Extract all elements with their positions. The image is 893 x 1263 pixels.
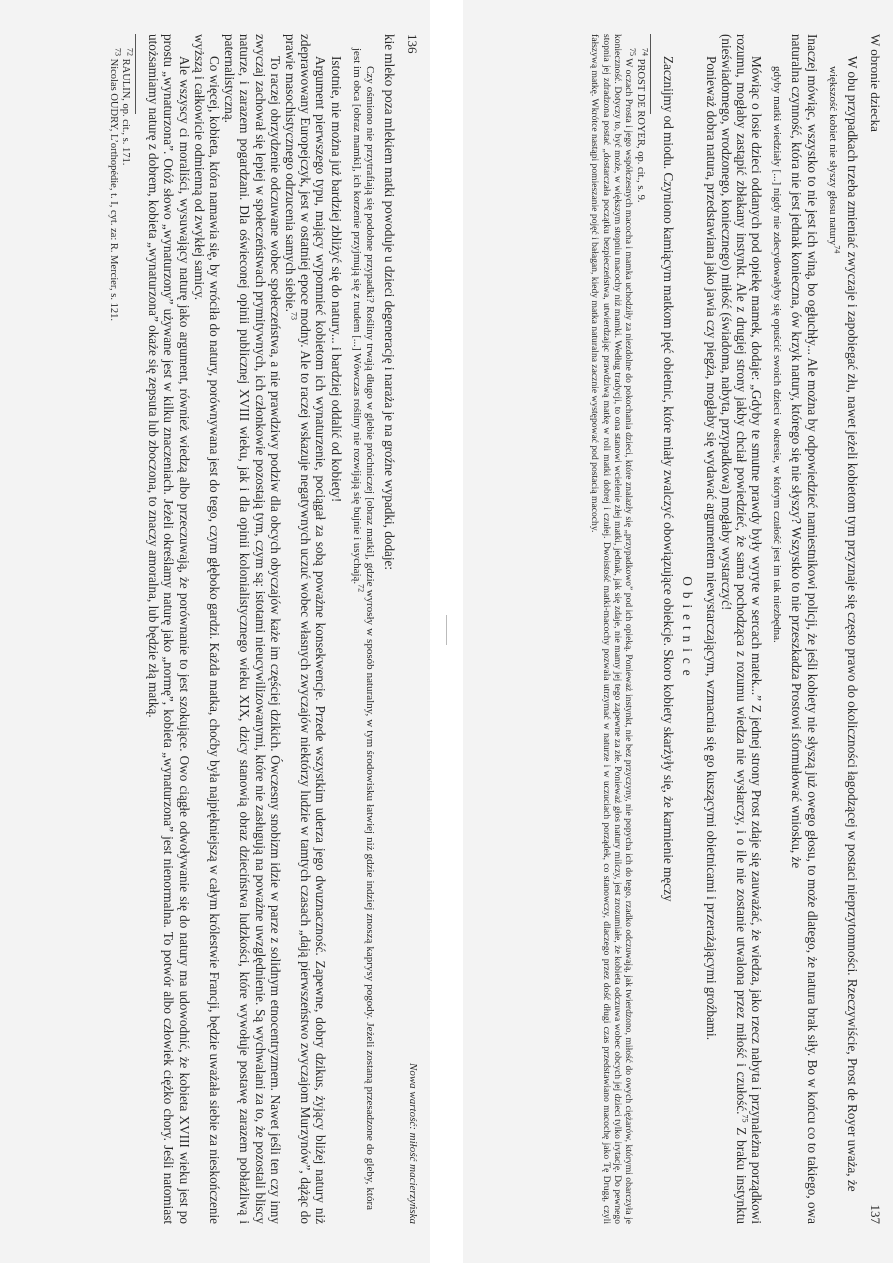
footnote: $^{73}$ Nicolas OUDRY, L’orthopédie, t. I, cyt. za: R. Mercier, s. 121. [107, 48, 123, 321]
left-page-number: 136 [405, 34, 420, 54]
footnote-rule [650, 34, 651, 114]
right-running-title: W obronie dziecka [868, 34, 883, 132]
footnote-ref: 72 [356, 584, 366, 593]
paragraph: Ponieważ dobra natura, przedstawiana jako jawia czy piegża, mogłaby się wydawać argumentem niewystarczającym, wzmacnia się go kuszącymi obietnicami i przerażającymi groźbami. [703, 56, 719, 1041]
left-running-title: Nowa wartość: miłość macierzyńska [407, 1062, 419, 1224]
paragraph: Istotnie, nie można już bardziej zbliżyć się do natury... i bardziej oddalić od kobiety! [328, 56, 344, 503]
paragraph: Argument pierwszego typu, mający wypomnieć kobietom ich wynaturzenie, pociągał za sobą poważne konsekwencje. Przede wszystkim uderza jego dwuznaczność. Zapewne, dobry dzikus, żyjący bliżej natury niż zdeprawowany Europejczyk, jest w ostatniej epoce modny. Ale to raczej wskazuje negatywnych uczuć wobec własnych zwyczajów niektórzy ludzie w tamtych czasach „dają pierwszeństwo zwyczajom Murzynów”, dążąc do prawie masochistycznego odrzucenia samych siebie.$^{73}$ [282, 34, 329, 1224]
footnote: $^{74}$ PROST DE ROYER, op. cit., s. 9. [634, 48, 650, 203]
right-page-number: 137 [868, 1204, 883, 1224]
gutter-divider [446, 615, 447, 645]
paragraph: W obu przypadkach trzeba zmieniać zwyczaje i zapobiegać złu, nawet jeżeli kobietom tym przyznaje się często prawo do okoliczności łagodzącej w postaci nieprzytomności. Rzeczywiście, Prost de Royer uważa, że [844, 56, 860, 1192]
paragraph: Inaczej mówiąc, wszystko to nie jest ich winą, bo ogłuchły... Ale można by odpowiedzieć namiestnikowi policji, że jeśli kobiety nie słyszą już owego głosu, to może dlatego, że natura brak siły. Bo w końcu co to takiego, owa naturalna czynność, która nie jest jednak konieczna, ów krzyk natury, którego się nie słyszy? Wszystko to nie przeszkadza Prostowi sformułować wniosku, że [789, 34, 820, 1224]
paragraph: Ale wszyscy ci moraliści, wysuwający naturę jako argument, również wiedzą albo przeczuwają, że porównanie to jest szokujące. Owo ciągłe odwoływanie się do natury ma udowodnić, że kobieta XVIII wieku jest po prostu „wynaturzona”. Otóż słowo „wynaturzony” używane jest w kilku znaczeniach. Jeżeli określamy naturę jako „normę”, kobieta „wynaturzona” jest nienormalna. To potwór albo człowiek ciężko chory. Jeśli natomiast utożsamiamy naturę z dobrem, kobieta „wynaturzona” okaże się zepsuta lub zboczona, to znaczy amoralna, lub będzie złą matką. [146, 34, 192, 1224]
right-page [463, 0, 893, 1263]
footnote-ref: 73 [289, 311, 299, 320]
footnote-rule [135, 34, 136, 114]
block-quote: gdyby matki wiedziały [...] nigdy nie zdecydowałyby się opuścić swoich dzieci w okresie, w którym czułość jest im tak niezbędna. [771, 66, 784, 643]
block-quote: większość kobiet nie słyszy głosu natury$^{74}$ [826, 66, 842, 254]
footnote: $^{75}$ W oczach Prosta i jego współczesnych macocha i mamka uchodziły za niezdolne do pokochania dzieci, które znalazły się „przypadkowo” pod ich opieką. Ponieważ instynkt, nie bez przyczyny, nie popycha ich do tego, rzadko odczuwają, jak twierdzono, miłość do owych ciężarów, którymi obarczyła je konieczność. Dotyczy to, być może, w większym stopniu macochy niż mamki. Według tradycji, to ona stanowi wcielenie złej matki, jednak, jak się zdaje, nie mamy jej tego zapewne za złe. Ponieważ głos natury milczy, jest zrozumiałe, że kobieta odczuwa wobec obcych jej dzieci tylko irytację. Do pewnego stopnia jej zdradzona postać „dostarczała początku bezpieczeństwa, utwierdzając prawdziwą matkę w roli matki dobrej i czułej. Dwoistość matki-macochy pozwala utrzymać w naturze i w uczuciach porządek, co stanowczy, dlaczego przez dość długi czas przedstawiano macochę jako Tę Drugą, czyli fałszywą matkę. Wkrótce nastąpi pomieszanie pojęć i bałagan, kiedy matka naturalna zacznie występować pod postacią macochy. [589, 34, 638, 1224]
block-quote: Czy ośmiono nie przytrafiają się podobne przypadki? Rośliny trwają długo w glebie próchniczej [obraz matki], gdzie wyrosły w sposób naturalny, w tym środowisku łatwiej niż gdzie indziej znoszą kaprysy pogody. Jeżeli zostaną przesadzone do gleby, która jest im obca [obraz mamki], ich korzenie przyjmują się z trudem [...] Wówczas rośliny nie rozwijają się bujnie i usychają.$^{72}$ [350, 48, 376, 1210]
left-page-content [0, 20, 430, 1240]
footnote-ref: 75 [740, 1114, 750, 1123]
right-page-content [463, 20, 893, 1240]
paragraph: kie mleko poza mlekiem matki powoduje u dzieci degenerację i naraża je na groźne wypadki, dodaje: [381, 34, 397, 571]
left-page [0, 0, 430, 1263]
footnote-ref: 74 [832, 245, 842, 254]
footnote: $^{72}$ RAULIN, op. cit., s. 171. [119, 48, 135, 166]
paragraph: Zacznijmy od miodu. Czynionо kamiącym matkom pięć obietnic, które miały zwalczyć obowiązujące obiekcje. Skoro kobiety skarżyły się, że karmienie męczy [661, 56, 677, 902]
section-heading: Obietnice [680, 576, 696, 682]
right-page-header [868, 34, 883, 1224]
paragraph: Co więcej, kobieta, która namawia się, by wróciła do natury, porównywana jest do tego, czym głęboko gardzi. Każda matka, choćby była najpiękniejszą w całym królestwie Francji, będzie uważała siebie za nieskończenie wyższą i całkowicie odmienną od zwykłej samicy. [191, 34, 222, 1224]
paragraph: To raczej obrzydzenie odczuwane wobec społeczeństwa, a nie prawdziwy podziw dla obcych obyczajów każe im częściej dzikich. Ówczesny snobizm idzie w parze z solidnym etnocentryzmem. Nawet jeśli ten czy inny zwyczaj zachował się lepiej w społeczeństwach prymitywnych, ich członkowie pozostają tym, czym są: istotami nieucywilizowanymi, które nie zasługują na poważne uwzględnienie. Są wychwalani za to, że pozostali bliscy naturze, i zarazem pogardzani. Dla oświeconej opinii publicznej XVIII wieku, jak i dla opinii kolonialistycznego wieku XIX, dzicy stanowią obraz dzieciństwa ludzkości, które wywołuje postawę zarazem pobłażliwą i paternalistyczną. [222, 34, 283, 1224]
left-page-header [405, 34, 420, 1224]
paragraph: Mówiąc o losie dzieci oddanych pod opiekę mamek, dodaje: „Gdyby te smutne prawdy były wyryte w sercach matek...” Z jednej strony Prost zdaje się zauważać, że wiedza, jako rzecz nabyta i przynależna porządkowi rozumu, mogłaby zastąpić zbłakany instynkt. Ale z drugiej strony jakby chciał powiedzieć, że sama pochodząca z rozumu wiedza nie wysłarczy, i o ile nie zostanie utwalona przez miłość i czułość.$^{75}$ Z braku instynktu (nieświadomego, wrodzonego, koniecznego) miłość (świadoma, nabyta, przypadkowa) mogłaby wystarczyć! [718, 34, 765, 1224]
